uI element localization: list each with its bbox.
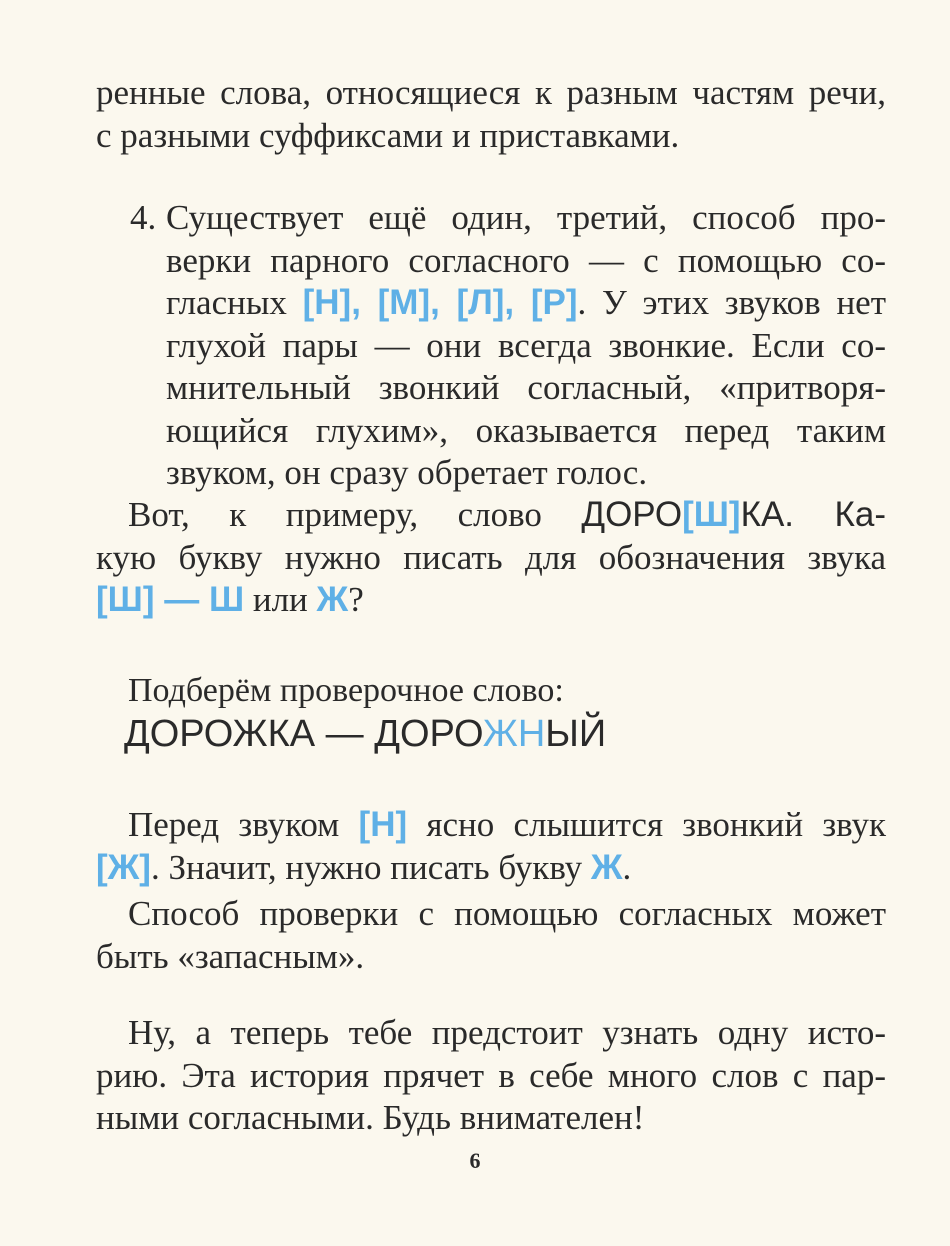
highlighted-letters: ЖН [482,713,546,755]
text-line: Вот, к примеру, слово ДОРО[Ш]КА. Ка- [128,495,886,534]
sound-m: [М] [377,283,431,322]
page-number: 6 [469,1148,481,1173]
paragraph-item-4 [166,197,886,495]
letter-zh: Ж [590,847,623,887]
paragraph-before-sound [96,804,886,889]
text-line: мнительный звонкий согласный, «притворя- [166,368,886,407]
sound-zh: [Ж] [96,847,151,887]
text-line: рию. Эта история прячет в себе много слов с пар- [96,1055,886,1095]
text-line: глухой пары — они всегда звонкие. Если со- [166,325,886,365]
check-intro: Подберём проверочное слово: [128,672,564,709]
text-line: кую букву нужно писать для обозначения звука [96,537,886,577]
sound-n: [Н] [358,805,408,844]
sound-sh: [Ш] [682,495,741,534]
text-line: Ну, а теперь тебе предстоит узнать одну исто- [128,1013,886,1052]
text-line: гласных [Н], [М], [Л], [Р]. У этих звуков нет [166,283,887,322]
text-line: ными согласными. Будь внимателен! [96,1098,645,1137]
text-line: [Ш] — Ш или Ж? [96,580,364,619]
paragraph-example [96,494,886,622]
sound-l: [Л] [456,283,505,322]
paragraph-method [96,893,886,978]
check-word-pair: ДОРОЖКА — ДОРОЖНЫЙ [124,713,607,755]
paragraph-intro [96,72,886,157]
sound-r: [Р] [530,283,578,322]
text-line: с разными суффиксами и приставками. [96,115,680,155]
text-line: верки парного согласного — с помощью со- [166,240,886,280]
text-line: быть «запасным». [96,936,365,976]
sound-sh: [Ш] [96,580,155,619]
text-line: ренные слова, относящиеся к разным частям речи, [96,73,886,112]
paragraph-story [96,1012,886,1140]
sound-n: [Н] [302,283,352,322]
text-line: Способ проверки с помощью согласных может [128,894,886,933]
list-number: 4. [130,198,157,237]
text-line: Существует ещё один, третий, способ про- [166,198,886,237]
letter-sh: Ш [208,580,245,619]
text-line: ющийся глухим», оказывается перед таким [166,410,886,450]
text-line: звуком, он сразу обретает голос. [166,453,648,492]
text-line: Перед звуком [Н] ясно слышится звонкий звук [128,805,886,844]
letter-zh: Ж [316,580,349,619]
text-line: [Ж]. Значит, нужно писать букву Ж. [96,847,632,887]
